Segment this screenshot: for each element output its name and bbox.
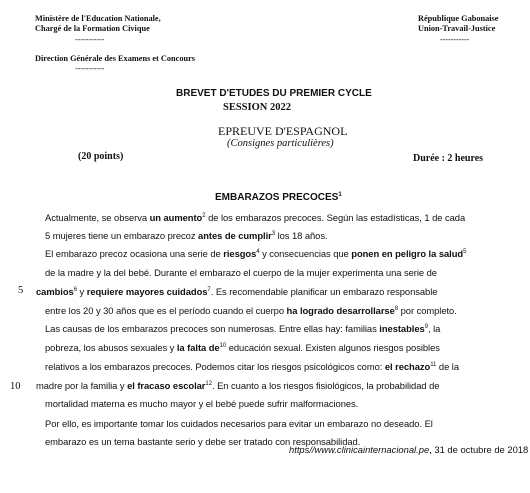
- article-line: [45, 342, 440, 353]
- article-title: EMBARAZOS PRECOCES$^1$: [215, 192, 342, 203]
- text-segment: de la: [436, 361, 459, 372]
- text-segment: . Es recomendable planificar un embarazo responsable: [210, 286, 438, 297]
- highlighted-term: ponen en peligro la salud: [351, 248, 464, 259]
- highlighted-term: ha logrado desarrollarse: [286, 305, 395, 316]
- text-segment: Por ello, es importante tomar los cuidados necesarios para evitar un embarazo no deseado. El: [45, 418, 433, 429]
- header-right-divider: -----------: [440, 35, 470, 44]
- republic-motto: Union-Travail-Justice: [418, 24, 496, 33]
- text-segment: entre los 20 y 30 años que es el período cuando el cuerpo: [45, 305, 287, 316]
- exam-duration: Durée : 2 heures: [413, 153, 484, 164]
- line-number-5: 5: [18, 285, 24, 296]
- footnote-marker: 11: [430, 362, 437, 368]
- directorate-name: Direction Générale des Examens et Concours: [35, 54, 195, 63]
- highlighted-term: antes de cumplir: [198, 230, 272, 241]
- footnote-marker: 3: [271, 231, 276, 237]
- footnote-marker: 6: [73, 287, 77, 293]
- line-number-10: 10: [10, 381, 21, 392]
- text-segment: Actualmente, se observa: [45, 212, 150, 223]
- text-segment: , la: [427, 323, 441, 334]
- footnote-marker: 9: [424, 324, 428, 330]
- text-segment: pobreza, los abusos sexuales y: [45, 342, 177, 353]
- footnote-marker: 8: [394, 306, 399, 312]
- footnote-marker: 5: [463, 249, 467, 255]
- article-line: [45, 418, 433, 429]
- header-left-divider-2: -----------: [75, 64, 105, 73]
- article-line: [45, 230, 328, 241]
- text-segment: 5 mujeres tiene un embarazo precoz: [45, 230, 199, 241]
- text-segment: de la madre y la del bebé. Durante el embarazo el cuerpo de la mujer experimenta una serie de: [45, 267, 437, 278]
- text-segment: El embarazo precoz ocasiona una serie de: [45, 248, 224, 259]
- exam-title: BREVET D'ETUDES DU PREMIER CYCLE: [176, 88, 372, 99]
- republic-name: République Gabonaise: [418, 14, 499, 23]
- footnote-marker: 4: [256, 249, 260, 255]
- text-segment: y: [76, 286, 87, 297]
- footnote-marker: 2: [202, 213, 206, 219]
- highlighted-term: riesgos: [223, 248, 257, 259]
- highlighted-term: la falta de: [176, 342, 220, 353]
- ministry-name: Ministère de l'Education Nationale,: [35, 14, 161, 23]
- article-line: [45, 398, 358, 409]
- text-segment: mortalidad materna es mucho mayor y el bebé puede sufrir malformaciones.: [45, 398, 359, 409]
- text-segment: relativos a los embarazos precoces. Podemos citar los riesgos psicológicos como:: [45, 361, 385, 372]
- text-segment: y consecuencias que: [259, 248, 352, 259]
- exam-subtitle: (Consignes particulières): [227, 138, 334, 149]
- ministry-subtitle: Chargé de la Formation Civique: [35, 24, 150, 33]
- text-segment: por completo.: [398, 305, 457, 316]
- article-line: [45, 305, 457, 316]
- highlighted-term: cambios: [36, 286, 74, 297]
- text-segment: de los embarazos precoces. Según las estadísticas, 1 de cada: [205, 212, 466, 223]
- article-line: [45, 248, 466, 259]
- text-segment: los 18 años.: [275, 230, 328, 241]
- text-segment: educación sexual. Existen algunos riesgos posibles: [226, 342, 440, 353]
- footnote-marker: 12: [205, 381, 212, 387]
- footnote-marker: 7: [207, 287, 211, 293]
- article-line: [36, 380, 439, 391]
- article-source: https//www.clinicainternacional.pe, 31 de octubre de 2018: [289, 444, 529, 455]
- article-line: [45, 267, 437, 278]
- exam-points: (20 points): [78, 151, 124, 162]
- text-segment: . En cuanto a los riesgos fisiológicos, la probabilidad de: [211, 380, 440, 391]
- highlighted-term: inestables: [379, 323, 425, 334]
- header-left-divider: -----------: [75, 35, 105, 44]
- highlighted-term: el fracaso escolar: [127, 380, 206, 391]
- text-segment: madre por la familia y: [36, 380, 128, 391]
- text-segment: embarazo es un tema bastante serio y debe ser tratado con responsabilidad.: [45, 436, 361, 447]
- exam-session: SESSION 2022: [223, 102, 291, 113]
- highlighted-term: el rechazo: [384, 361, 431, 372]
- highlighted-term: requiere mayores cuidados: [86, 286, 208, 297]
- article-line: [45, 323, 440, 334]
- article-line: [45, 212, 465, 223]
- article-line: [45, 361, 459, 372]
- footnote-marker: 10: [219, 343, 227, 349]
- highlighted-term: un aumento: [149, 212, 203, 223]
- exam-subject: EPREUVE D'ESPAGNOL: [218, 124, 348, 138]
- article-line: [36, 286, 437, 297]
- text-segment: Las causas de los embarazos precoces son numerosas. Entre ellas hay: familias: [45, 323, 380, 334]
